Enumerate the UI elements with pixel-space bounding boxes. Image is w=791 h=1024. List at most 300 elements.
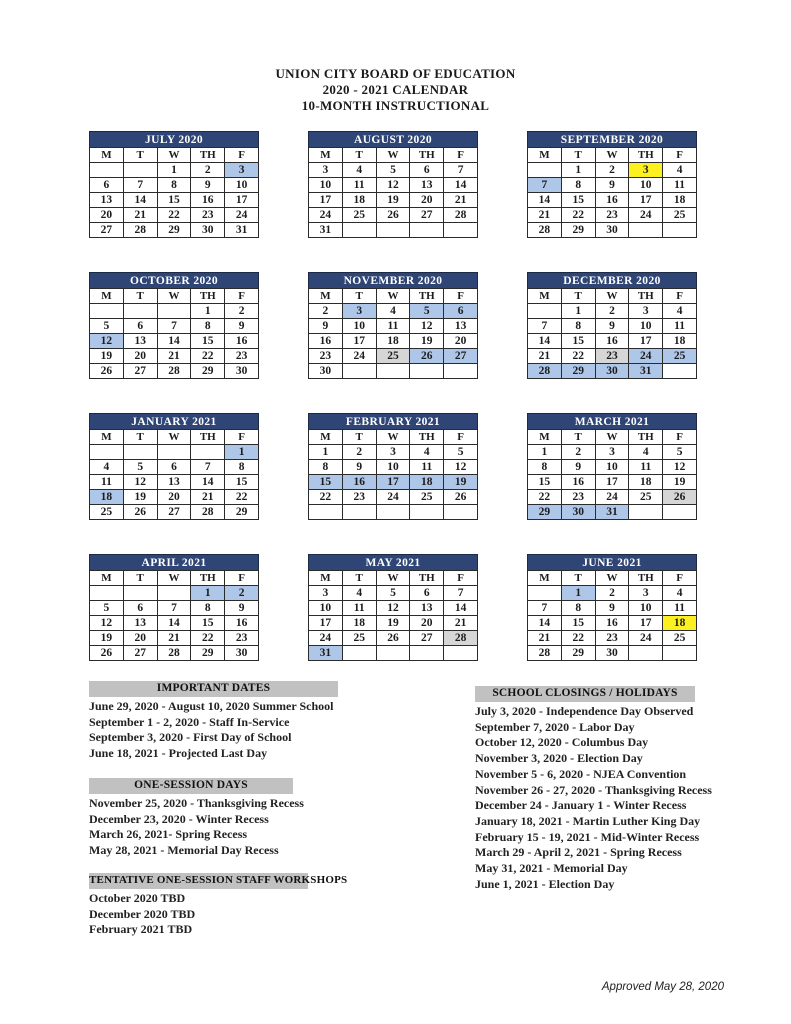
day-cell: 2 (191, 163, 225, 178)
day-cell: 3 (629, 304, 663, 319)
day-cell: 8 (528, 460, 562, 475)
day-cell: 26 (90, 364, 124, 379)
month-august-2020 (308, 131, 478, 238)
month-january-2021 (89, 413, 259, 520)
weekday-header: F (225, 430, 259, 445)
day-cell: 15 (225, 475, 259, 490)
empty-cell (90, 445, 124, 460)
weekday-header: T (562, 148, 596, 163)
weekday-header: T (343, 571, 377, 586)
day-cell: 10 (225, 178, 259, 193)
day-cell: 24 (377, 490, 411, 505)
calendar-grid (89, 131, 697, 661)
empty-cell (444, 505, 478, 520)
section-school-closings-header: SCHOOL CLOSINGS / HOLIDAYS (475, 686, 695, 702)
day-cell: 16 (343, 475, 377, 490)
month-day-grid (527, 288, 697, 379)
weekday-header: TH (410, 430, 444, 445)
list-item: January 18, 2021 - Martin Luther King Day (475, 813, 701, 828)
weekday-header: TH (629, 430, 663, 445)
day-cell: 15 (191, 334, 225, 349)
day-cell: 18 (343, 193, 377, 208)
day-cell: 20 (410, 616, 444, 631)
empty-cell (663, 364, 697, 379)
weekday-header: T (562, 289, 596, 304)
list-item: September 7, 2020 - Labor Day (475, 719, 635, 734)
month-day-grid (527, 147, 697, 238)
day-cell: 3 (343, 304, 377, 319)
day-cell: 18 (90, 490, 124, 505)
day-cell: 17 (377, 475, 411, 490)
list-item: December 2020 TBD (89, 906, 196, 921)
section-school-closings-list (475, 704, 712, 892)
day-cell: 14 (528, 193, 562, 208)
day-cell: 2 (225, 304, 259, 319)
day-cell: 29 (225, 505, 259, 520)
weekday-header: T (343, 148, 377, 163)
list-item: September 1 - 2, 2020 - Staff In-Service (89, 714, 290, 729)
page-title (0, 66, 791, 114)
day-cell: 4 (377, 304, 411, 319)
section-tentative-workshops (89, 873, 348, 938)
day-cell: 4 (343, 586, 377, 601)
day-cell: 6 (158, 460, 192, 475)
day-cell: 24 (309, 631, 343, 646)
list-item: June 29, 2020 - August 10, 2020 Summer School (89, 699, 334, 713)
day-cell: 12 (377, 601, 411, 616)
day-cell: 7 (528, 178, 562, 193)
day-cell: 23 (343, 490, 377, 505)
day-cell: 1 (158, 163, 192, 178)
day-cell: 7 (191, 460, 225, 475)
empty-cell (410, 223, 444, 238)
list-item: May 31, 2021 - Memorial Day (475, 861, 628, 876)
empty-cell (444, 646, 478, 661)
empty-cell (124, 163, 158, 178)
day-cell: 31 (629, 364, 663, 379)
day-cell: 8 (562, 319, 596, 334)
day-cell: 8 (562, 178, 596, 193)
weekday-header: W (377, 148, 411, 163)
day-cell: 28 (158, 364, 192, 379)
day-cell: 5 (124, 460, 158, 475)
day-cell: 13 (444, 319, 478, 334)
list-item: November 5 - 6, 2020 - NJEA Convention (475, 766, 687, 781)
day-cell: 31 (309, 646, 343, 661)
weekday-header: W (596, 571, 630, 586)
empty-cell (663, 223, 697, 238)
day-cell: 16 (596, 334, 630, 349)
day-cell: 25 (629, 490, 663, 505)
day-cell: 11 (663, 601, 697, 616)
day-cell: 5 (90, 601, 124, 616)
weekday-header: M (90, 430, 124, 445)
day-cell: 31 (225, 223, 259, 238)
day-cell: 11 (663, 319, 697, 334)
day-cell: 3 (596, 445, 630, 460)
empty-cell (444, 364, 478, 379)
day-cell: 24 (343, 349, 377, 364)
empty-cell (90, 304, 124, 319)
day-cell: 14 (528, 616, 562, 631)
day-cell: 10 (629, 601, 663, 616)
day-cell: 11 (410, 460, 444, 475)
month-title: OCTOBER 2020 (89, 272, 259, 288)
month-day-grid (308, 147, 478, 238)
day-cell: 2 (225, 586, 259, 601)
section-important-dates-header: IMPORTANT DATES (89, 681, 338, 697)
empty-cell (124, 586, 158, 601)
weekday-header: M (528, 289, 562, 304)
day-cell: 27 (90, 223, 124, 238)
day-cell: 29 (191, 646, 225, 661)
day-cell: 5 (444, 445, 478, 460)
month-title: MAY 2021 (308, 554, 478, 570)
day-cell: 5 (90, 319, 124, 334)
day-cell: 12 (124, 475, 158, 490)
month-day-grid (89, 570, 259, 661)
day-cell: 7 (528, 319, 562, 334)
day-cell: 10 (596, 460, 630, 475)
day-cell: 30 (596, 223, 630, 238)
list-item: October 2020 TBD (89, 891, 186, 905)
day-cell: 29 (562, 364, 596, 379)
day-cell: 16 (562, 475, 596, 490)
day-cell: 14 (528, 334, 562, 349)
day-cell: 15 (528, 475, 562, 490)
day-cell: 23 (191, 208, 225, 223)
day-cell: 3 (309, 586, 343, 601)
empty-cell (124, 304, 158, 319)
day-cell: 18 (663, 616, 697, 631)
list-item: December 24 - January 1 - Winter Recess (475, 798, 687, 813)
day-cell: 27 (444, 349, 478, 364)
day-cell: 22 (191, 349, 225, 364)
day-cell: 18 (343, 616, 377, 631)
day-cell: 19 (663, 475, 697, 490)
weekday-header: F (225, 571, 259, 586)
empty-cell (158, 304, 192, 319)
month-title: FEBRUARY 2021 (308, 413, 478, 429)
empty-cell (377, 364, 411, 379)
day-cell: 20 (124, 349, 158, 364)
day-cell: 25 (90, 505, 124, 520)
weekday-header: M (528, 571, 562, 586)
empty-cell (663, 505, 697, 520)
title-line-1: UNION CITY BOARD OF EDUCATION (275, 66, 516, 81)
weekday-header: F (444, 430, 478, 445)
weekday-header: T (562, 430, 596, 445)
weekday-header: TH (191, 148, 225, 163)
day-cell: 31 (309, 223, 343, 238)
day-cell: 22 (562, 208, 596, 223)
month-june-2021 (527, 554, 697, 661)
month-title: NOVEMBER 2020 (308, 272, 478, 288)
day-cell: 17 (629, 334, 663, 349)
day-cell: 13 (124, 334, 158, 349)
day-cell: 30 (225, 646, 259, 661)
day-cell: 24 (225, 208, 259, 223)
day-cell: 15 (562, 193, 596, 208)
day-cell: 1 (528, 445, 562, 460)
weekday-header: T (562, 571, 596, 586)
day-cell: 21 (191, 490, 225, 505)
day-cell: 25 (410, 490, 444, 505)
day-cell: 4 (663, 304, 697, 319)
month-day-grid (89, 429, 259, 520)
weekday-header: F (444, 289, 478, 304)
weekday-header: M (90, 571, 124, 586)
day-cell: 18 (410, 475, 444, 490)
day-cell: 11 (663, 178, 697, 193)
weekday-header: M (90, 289, 124, 304)
empty-cell (663, 646, 697, 661)
day-cell: 7 (444, 586, 478, 601)
day-cell: 22 (191, 631, 225, 646)
day-cell: 9 (191, 178, 225, 193)
weekday-header: TH (410, 571, 444, 586)
weekday-header: M (309, 148, 343, 163)
day-cell: 17 (629, 193, 663, 208)
weekday-header: W (158, 289, 192, 304)
day-cell: 1 (309, 445, 343, 460)
day-cell: 9 (309, 319, 343, 334)
month-title: JANUARY 2021 (89, 413, 259, 429)
day-cell: 1 (562, 586, 596, 601)
day-cell: 4 (663, 586, 697, 601)
day-cell: 17 (225, 193, 259, 208)
day-cell: 9 (225, 319, 259, 334)
day-cell: 29 (191, 364, 225, 379)
day-cell: 1 (562, 304, 596, 319)
day-cell: 14 (124, 193, 158, 208)
weekday-header: T (124, 289, 158, 304)
section-one-session-days-header: ONE-SESSION DAYS (89, 778, 293, 794)
day-cell: 5 (663, 445, 697, 460)
month-day-grid (527, 429, 697, 520)
day-cell: 18 (629, 475, 663, 490)
day-cell: 17 (309, 193, 343, 208)
title-line-3: 10-MONTH INSTRUCTIONAL (301, 98, 490, 113)
day-cell: 9 (596, 601, 630, 616)
empty-cell (158, 586, 192, 601)
weekday-header: T (343, 289, 377, 304)
day-cell: 30 (191, 223, 225, 238)
list-item: September 3, 2020 - First Day of School (89, 730, 292, 745)
day-cell: 3 (225, 163, 259, 178)
day-cell: 29 (158, 223, 192, 238)
day-cell: 21 (528, 349, 562, 364)
day-cell: 13 (410, 178, 444, 193)
section-tentative-workshops-list (89, 891, 308, 938)
month-april-2021 (89, 554, 259, 661)
list-item: February 2021 TBD (89, 922, 193, 937)
weekday-header: F (225, 148, 259, 163)
day-cell: 1 (225, 445, 259, 460)
list-item: November 26 - 27, 2020 - Thanksgiving Recess (475, 782, 712, 797)
empty-cell (629, 505, 663, 520)
day-cell: 9 (596, 178, 630, 193)
list-item: July 3, 2020 - Independence Day Observed (475, 704, 694, 718)
weekday-header: F (444, 571, 478, 586)
day-cell: 24 (629, 208, 663, 223)
day-cell: 12 (444, 460, 478, 475)
section-important-dates-list (89, 699, 338, 761)
day-cell: 25 (663, 631, 697, 646)
empty-cell (343, 223, 377, 238)
day-cell: 22 (528, 490, 562, 505)
empty-cell (410, 505, 444, 520)
day-cell: 13 (158, 475, 192, 490)
day-cell: 26 (124, 505, 158, 520)
list-item: May 28, 2021 - Memorial Day Recess (89, 842, 279, 857)
month-title: AUGUST 2020 (308, 131, 478, 147)
day-cell: 26 (90, 646, 124, 661)
empty-cell (444, 223, 478, 238)
empty-cell (343, 646, 377, 661)
weekday-header: T (124, 148, 158, 163)
empty-cell (191, 445, 225, 460)
day-cell: 23 (562, 490, 596, 505)
day-cell: 14 (158, 334, 192, 349)
month-february-2021 (308, 413, 478, 520)
day-cell: 2 (596, 163, 630, 178)
weekday-header: W (377, 571, 411, 586)
empty-cell (377, 223, 411, 238)
day-cell: 28 (528, 223, 562, 238)
empty-cell (343, 364, 377, 379)
day-cell: 13 (124, 616, 158, 631)
day-cell: 16 (225, 334, 259, 349)
day-cell: 20 (90, 208, 124, 223)
day-cell: 20 (158, 490, 192, 505)
day-cell: 16 (225, 616, 259, 631)
weekday-header: T (124, 430, 158, 445)
weekday-header: M (309, 571, 343, 586)
day-cell: 6 (410, 163, 444, 178)
day-cell: 16 (596, 616, 630, 631)
month-title: JULY 2020 (89, 131, 259, 147)
weekday-header: W (158, 148, 192, 163)
day-cell: 19 (377, 616, 411, 631)
day-cell: 10 (629, 319, 663, 334)
day-cell: 28 (124, 223, 158, 238)
day-cell: 21 (444, 193, 478, 208)
month-september-2020 (527, 131, 697, 238)
day-cell: 29 (562, 223, 596, 238)
day-cell: 28 (191, 505, 225, 520)
day-cell: 11 (343, 601, 377, 616)
day-cell: 26 (377, 208, 411, 223)
weekday-header: F (225, 289, 259, 304)
day-cell: 11 (377, 319, 411, 334)
day-cell: 11 (343, 178, 377, 193)
day-cell: 2 (309, 304, 343, 319)
day-cell: 15 (191, 616, 225, 631)
day-cell: 28 (444, 631, 478, 646)
day-cell: 12 (377, 178, 411, 193)
empty-cell (343, 505, 377, 520)
day-cell: 7 (528, 601, 562, 616)
day-cell: 20 (410, 193, 444, 208)
month-december-2020 (527, 272, 697, 379)
day-cell: 7 (124, 178, 158, 193)
day-cell: 15 (562, 616, 596, 631)
day-cell: 1 (562, 163, 596, 178)
day-cell: 12 (663, 460, 697, 475)
month-day-grid (308, 429, 478, 520)
empty-cell (410, 646, 444, 661)
month-october-2020 (89, 272, 259, 379)
weekday-header: F (663, 430, 697, 445)
empty-cell (90, 163, 124, 178)
weekday-header: F (663, 148, 697, 163)
day-cell: 4 (410, 445, 444, 460)
day-cell: 27 (124, 364, 158, 379)
weekday-header: M (90, 148, 124, 163)
day-cell: 17 (343, 334, 377, 349)
day-cell: 11 (629, 460, 663, 475)
day-cell: 5 (377, 586, 411, 601)
month-november-2020 (308, 272, 478, 379)
day-cell: 10 (629, 178, 663, 193)
section-school-closings (475, 686, 712, 892)
day-cell: 25 (663, 208, 697, 223)
day-cell: 2 (596, 586, 630, 601)
day-cell: 27 (158, 505, 192, 520)
day-cell: 2 (596, 304, 630, 319)
day-cell: 7 (158, 319, 192, 334)
day-cell: 9 (596, 319, 630, 334)
day-cell: 23 (596, 349, 630, 364)
day-cell: 9 (562, 460, 596, 475)
weekday-header: M (309, 430, 343, 445)
empty-cell (528, 304, 562, 319)
day-cell: 27 (410, 208, 444, 223)
day-cell: 14 (191, 475, 225, 490)
day-cell: 28 (528, 646, 562, 661)
day-cell: 7 (158, 601, 192, 616)
month-title: APRIL 2021 (89, 554, 259, 570)
day-cell: 24 (629, 349, 663, 364)
day-cell: 22 (562, 349, 596, 364)
day-cell: 30 (596, 364, 630, 379)
month-title: MARCH 2021 (527, 413, 697, 429)
day-cell: 17 (629, 616, 663, 631)
day-cell: 4 (663, 163, 697, 178)
day-cell: 24 (596, 490, 630, 505)
day-cell: 21 (158, 349, 192, 364)
title-line-2: 2020 - 2021 CALENDAR (322, 82, 469, 97)
day-cell: 30 (309, 364, 343, 379)
day-cell: 27 (124, 646, 158, 661)
weekday-header: TH (410, 289, 444, 304)
day-cell: 18 (663, 193, 697, 208)
approval-note: Approved May 28, 2020 (601, 981, 724, 993)
month-day-grid (308, 288, 478, 379)
day-cell: 8 (225, 460, 259, 475)
day-cell: 8 (191, 601, 225, 616)
empty-cell (629, 223, 663, 238)
day-cell: 19 (377, 193, 411, 208)
empty-cell (158, 445, 192, 460)
day-cell: 2 (562, 445, 596, 460)
list-item: June 1, 2021 - Election Day (475, 876, 615, 891)
day-cell: 29 (562, 646, 596, 661)
day-cell: 11 (90, 475, 124, 490)
day-cell: 30 (225, 364, 259, 379)
section-one-session-days-list (89, 796, 304, 858)
